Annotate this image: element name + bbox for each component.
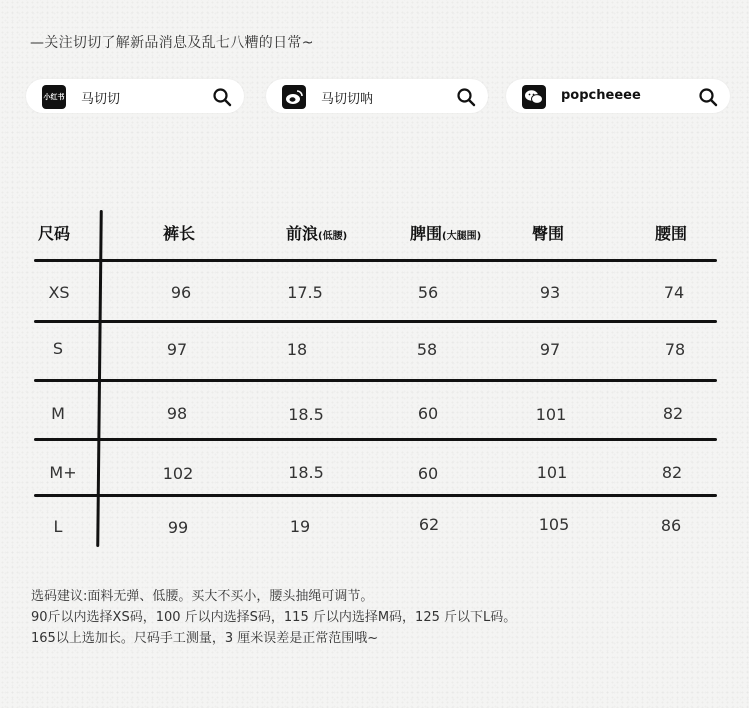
cell-length: 99 <box>167 518 189 537</box>
size-advice <box>31 586 516 649</box>
search-icon[interactable] <box>456 87 476 107</box>
advice-line: 90斤以内选择XS码，100 斤以内选择S码，115 斤以内选择M码，125 斤以下L码。 <box>31 610 517 625</box>
cell-front-rise: 18.5 <box>288 405 324 424</box>
cell-length: 98 <box>166 404 188 423</box>
cell-hip: 101 <box>535 405 567 424</box>
header-front-rise-label: 前浪 <box>286 224 319 243</box>
cell-size: XS <box>48 283 70 302</box>
social-card-wechat[interactable] <box>506 79 730 113</box>
cell-size: L <box>53 517 63 536</box>
header-length: 裤长 <box>163 224 196 243</box>
cell-front-rise: 18 <box>286 340 308 359</box>
cell-hip: 101 <box>536 463 568 482</box>
cell-size: M <box>51 404 65 423</box>
row-divider <box>34 320 717 323</box>
header-thigh-note: (大腿围) <box>442 231 482 242</box>
cell-size: S <box>52 339 64 358</box>
social-card-xiaohongshu[interactable] <box>26 79 244 113</box>
header-front-rise <box>286 221 347 244</box>
cell-thigh: 60 <box>417 404 439 423</box>
advice-line: 165以上选加长。尺码手工测量，3 厘米误差是正常范围哦~ <box>31 631 379 646</box>
cell-waist: 86 <box>660 516 682 535</box>
cell-length: 97 <box>166 340 188 359</box>
cell-waist: 74 <box>663 283 685 302</box>
social-name: popcheeee <box>561 88 641 103</box>
xiaohongshu-icon <box>42 85 66 109</box>
row-divider <box>34 259 717 262</box>
header-waist: 腰围 <box>655 224 688 243</box>
cell-length: 102 <box>162 464 194 483</box>
cell-hip: 93 <box>539 283 561 302</box>
header-thigh-label: 脾围 <box>410 224 443 243</box>
social-name: 马切切呐 <box>321 92 374 107</box>
cell-thigh: 62 <box>418 515 440 534</box>
header-thigh <box>410 221 481 244</box>
header-hip: 臀围 <box>532 224 565 243</box>
tagline: —关注切切了解新品消息及乱七八糟的日常~ <box>30 35 314 51</box>
header-front-rise-note: (低腰) <box>318 231 348 242</box>
row-divider <box>34 438 717 441</box>
header-size: 尺码 <box>38 224 71 243</box>
search-icon[interactable] <box>212 87 232 107</box>
cell-hip: 97 <box>539 340 561 359</box>
social-card-weibo[interactable] <box>266 79 488 113</box>
cell-waist: 82 <box>661 463 683 482</box>
wechat-icon <box>522 85 546 109</box>
cell-hip: 105 <box>538 515 570 534</box>
cell-thigh: 56 <box>417 283 439 302</box>
cell-waist: 78 <box>664 340 686 359</box>
search-icon[interactable] <box>698 87 718 107</box>
cell-front-rise: 18.5 <box>288 463 324 482</box>
advice-line: 选码建议:面料无弹、低腰。买大不买小，腰头抽绳可调节。 <box>31 589 374 604</box>
cell-length: 96 <box>170 283 192 302</box>
cell-thigh: 58 <box>416 340 438 359</box>
cell-thigh: 60 <box>417 464 439 483</box>
cell-size: M+ <box>49 463 77 482</box>
row-divider <box>34 494 717 497</box>
cell-waist: 82 <box>662 404 684 423</box>
row-divider <box>34 379 717 382</box>
cell-front-rise: 19 <box>289 517 311 536</box>
cell-front-rise: 17.5 <box>287 283 323 302</box>
weibo-icon <box>282 85 306 109</box>
social-name: 马切切 <box>81 92 121 107</box>
xiaohongshu-logo-text: 小红书 <box>43 93 65 101</box>
